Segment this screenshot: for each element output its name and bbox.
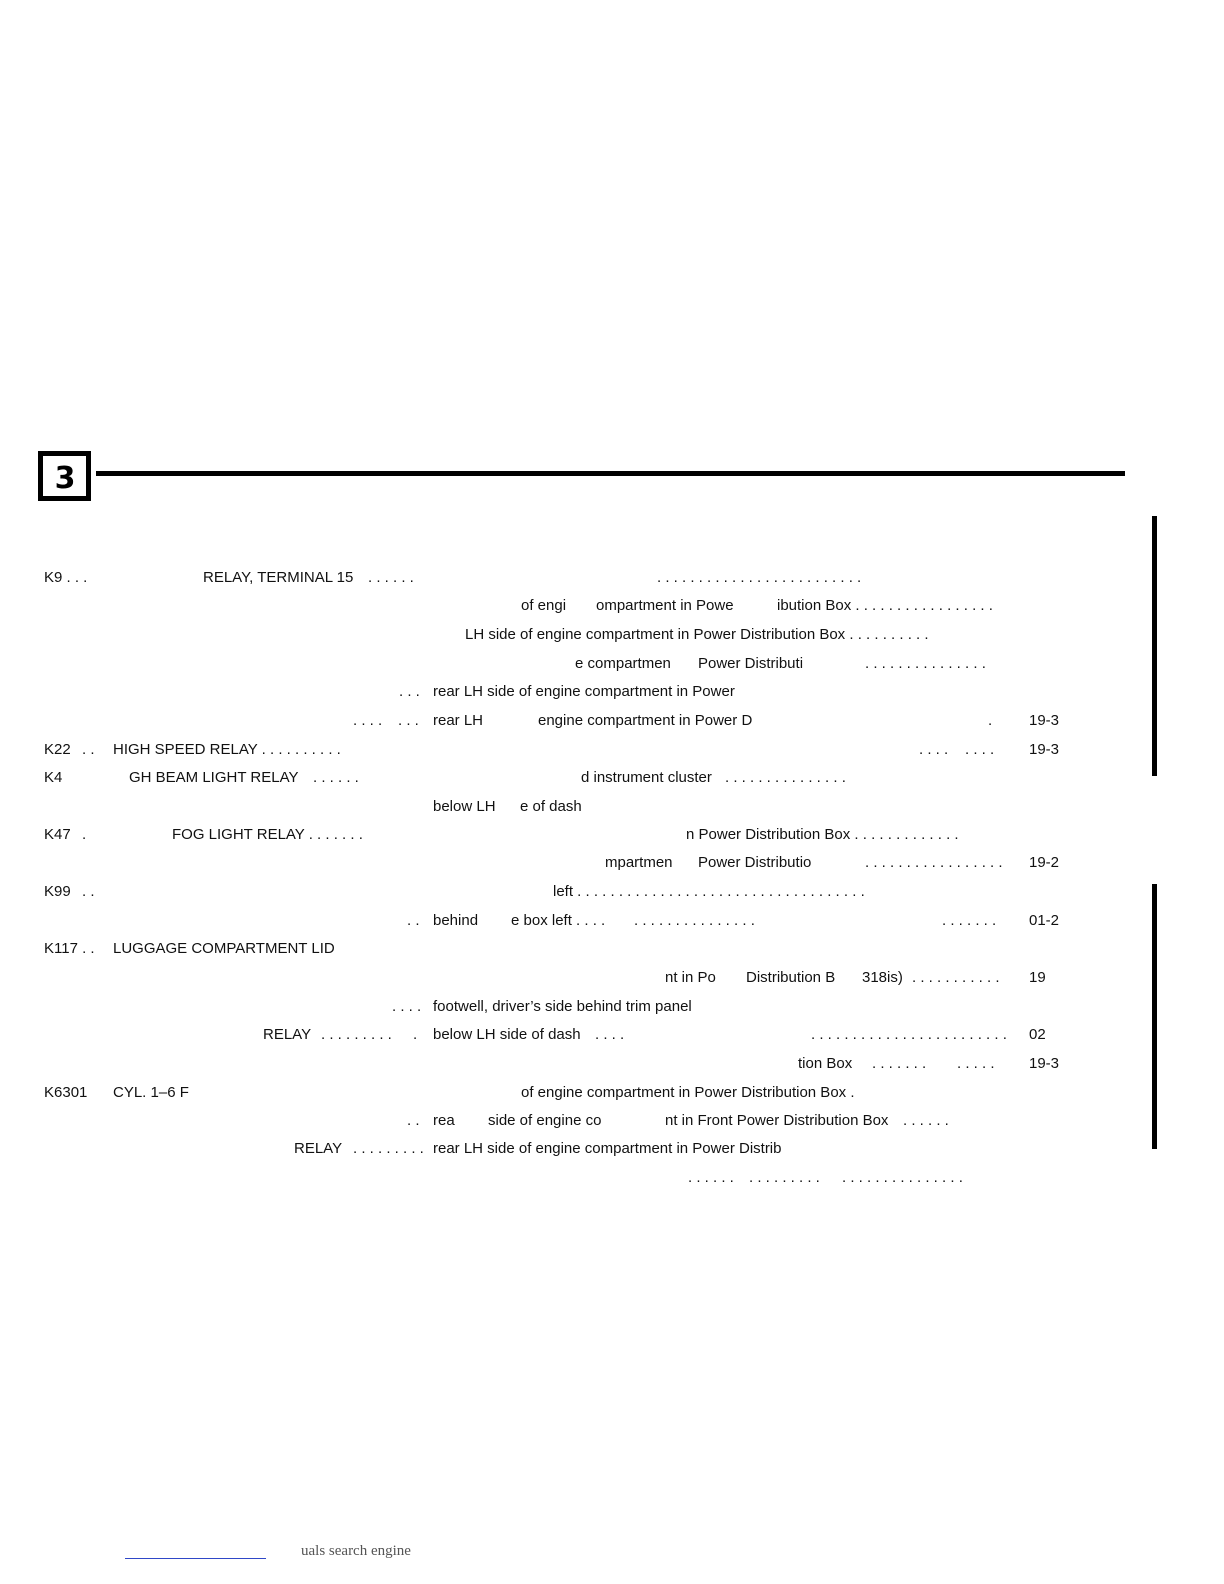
location-text: below LH side of dash	[433, 1026, 581, 1043]
location-text: Power Distributi	[698, 655, 804, 672]
leader-dots: . . . . . . . . . . .	[912, 969, 1000, 986]
location-text: rear LH	[433, 712, 484, 729]
leader-dots: . . . . . .	[688, 1169, 734, 1186]
leader-dots: . . . .	[919, 741, 949, 758]
component-name: CYL. 1–6 F	[113, 1084, 189, 1101]
leader-dots: . . . .	[353, 712, 383, 729]
component-code: K99	[44, 883, 71, 900]
leader-dots: . . . . . .	[313, 769, 359, 786]
location-text: below LH	[433, 798, 496, 815]
component-code: K47	[44, 826, 71, 843]
location-text: rear LH side of engine compartment in Power	[433, 683, 735, 700]
location-text: Distribution B	[746, 969, 836, 986]
page-reference: 19	[1029, 969, 1046, 986]
location-text: LH side of engine compartment in Power Distribution Box . . . . . . . . . .	[465, 626, 929, 643]
location-text: behind	[433, 912, 479, 929]
leader-dots: . . . .	[965, 741, 995, 758]
footer-link-underline[interactable]	[125, 1558, 266, 1559]
location-text: of engi	[521, 597, 567, 614]
leader-dots: . .	[82, 883, 95, 900]
component-name: RELAY, TERMINAL 15	[203, 569, 354, 586]
location-text: engine compartment in Power D	[538, 712, 753, 729]
location-text: rea	[433, 1112, 455, 1129]
leader-dots: . . . . . . .	[872, 1055, 927, 1072]
location-text: e compartmen	[575, 655, 671, 672]
leader-dots: . . . . . . . . . . . . . . .	[725, 769, 846, 786]
leader-dots: . . . . . . . . . . . . . . . . .	[865, 854, 1003, 871]
page-reference: 19-3	[1029, 712, 1060, 729]
leader-dots: . . . . . . . . . . . . . . . . . . . . . . . . .	[657, 569, 862, 586]
location-text: rear LH side of engine compartment in Power Distrib	[433, 1140, 782, 1157]
leader-dots: .	[82, 826, 87, 843]
leader-dots: . . . . . . . . . . . . . . .	[865, 655, 986, 672]
location-text: e of dash	[520, 798, 582, 815]
leader-dots: . . . . . . .	[942, 912, 997, 929]
leader-dots: . .	[407, 912, 420, 929]
change-bar-upper	[1152, 516, 1157, 776]
component-code: K117 . .	[44, 940, 95, 957]
component-code: K22	[44, 741, 71, 758]
page-reference: 02	[1029, 1026, 1046, 1043]
location-text: Power Distributio	[698, 854, 812, 871]
leader-dots: . . . .	[392, 998, 422, 1015]
location-text: side of engine co	[488, 1112, 602, 1129]
location-text: tion Box	[798, 1055, 853, 1072]
leader-dots: . . . . . . . . .	[321, 1026, 392, 1043]
page-reference: 19-3	[1029, 1055, 1060, 1072]
location-text: n Power Distribution Box . . . . . . . . . . . . .	[686, 826, 959, 843]
component-name: FOG LIGHT RELAY . . . . . . .	[172, 826, 363, 843]
section-number-badge	[38, 451, 91, 501]
component-name: RELAY	[294, 1140, 343, 1157]
leader-dots: . . . . . . . . . . . . . . .	[842, 1169, 963, 1186]
leader-dots: .	[413, 1026, 418, 1043]
component-code: K9 . . .	[44, 569, 88, 586]
leader-dots: . . . . .	[957, 1055, 995, 1072]
leader-dots: . . . . . . . . .	[749, 1169, 820, 1186]
header-rule	[96, 471, 1125, 476]
leader-dots: . . . . . . . . . . . . . . . . . . . . . . . .	[811, 1026, 1007, 1043]
location-text: footwell, driver’s side behind trim panel	[433, 998, 692, 1015]
location-text: left . . . . . . . . . . . . . . . . . . . . . . . . . . . . . . . . . . .	[553, 883, 865, 900]
page-reference: 19-2	[1029, 854, 1060, 871]
location-text: nt in Po	[665, 969, 716, 986]
leader-dots: . . .	[399, 683, 420, 700]
leader-dots: . . . . . . . . . . . . . . .	[634, 912, 755, 929]
change-bar-lower	[1152, 884, 1157, 1149]
location-text: e box left . . . .	[511, 912, 606, 929]
location-text: ompartment in Powe	[596, 597, 734, 614]
location-text: nt in Front Power Distribution Box	[665, 1112, 889, 1129]
leader-dots: . . . . . .	[903, 1112, 949, 1129]
leader-dots: . . . .	[595, 1026, 625, 1043]
component-name: RELAY	[263, 1026, 312, 1043]
leader-dots: . .	[82, 741, 95, 758]
location-text: ibution Box . . . . . . . . . . . . . . . . .	[777, 597, 993, 614]
footer-text: uals search engine	[301, 1543, 411, 1559]
leader-dots: . .	[407, 1112, 420, 1129]
component-name: GH BEAM LIGHT RELAY	[129, 769, 299, 786]
location-text: d instrument cluster	[581, 769, 712, 786]
component-name: LUGGAGE COMPARTMENT LID	[113, 940, 335, 957]
leader-dots: . . . . . .	[368, 569, 414, 586]
page-reference: 01-2	[1029, 912, 1060, 929]
section-number: 3	[54, 461, 76, 496]
component-code: K4	[44, 769, 63, 786]
location-text: 318is)	[862, 969, 903, 986]
leader-dots: . . .	[398, 712, 419, 729]
component-name: HIGH SPEED RELAY . . . . . . . . . .	[113, 741, 341, 758]
location-text: of engine compartment in Power Distribution Box .	[521, 1084, 855, 1101]
component-code: K6301	[44, 1084, 88, 1101]
page-reference: 19-3	[1029, 741, 1060, 758]
leader-dots: . . . . . . . . .	[353, 1140, 424, 1157]
leader-dots: .	[988, 712, 993, 729]
location-text: mpartmen	[605, 854, 673, 871]
